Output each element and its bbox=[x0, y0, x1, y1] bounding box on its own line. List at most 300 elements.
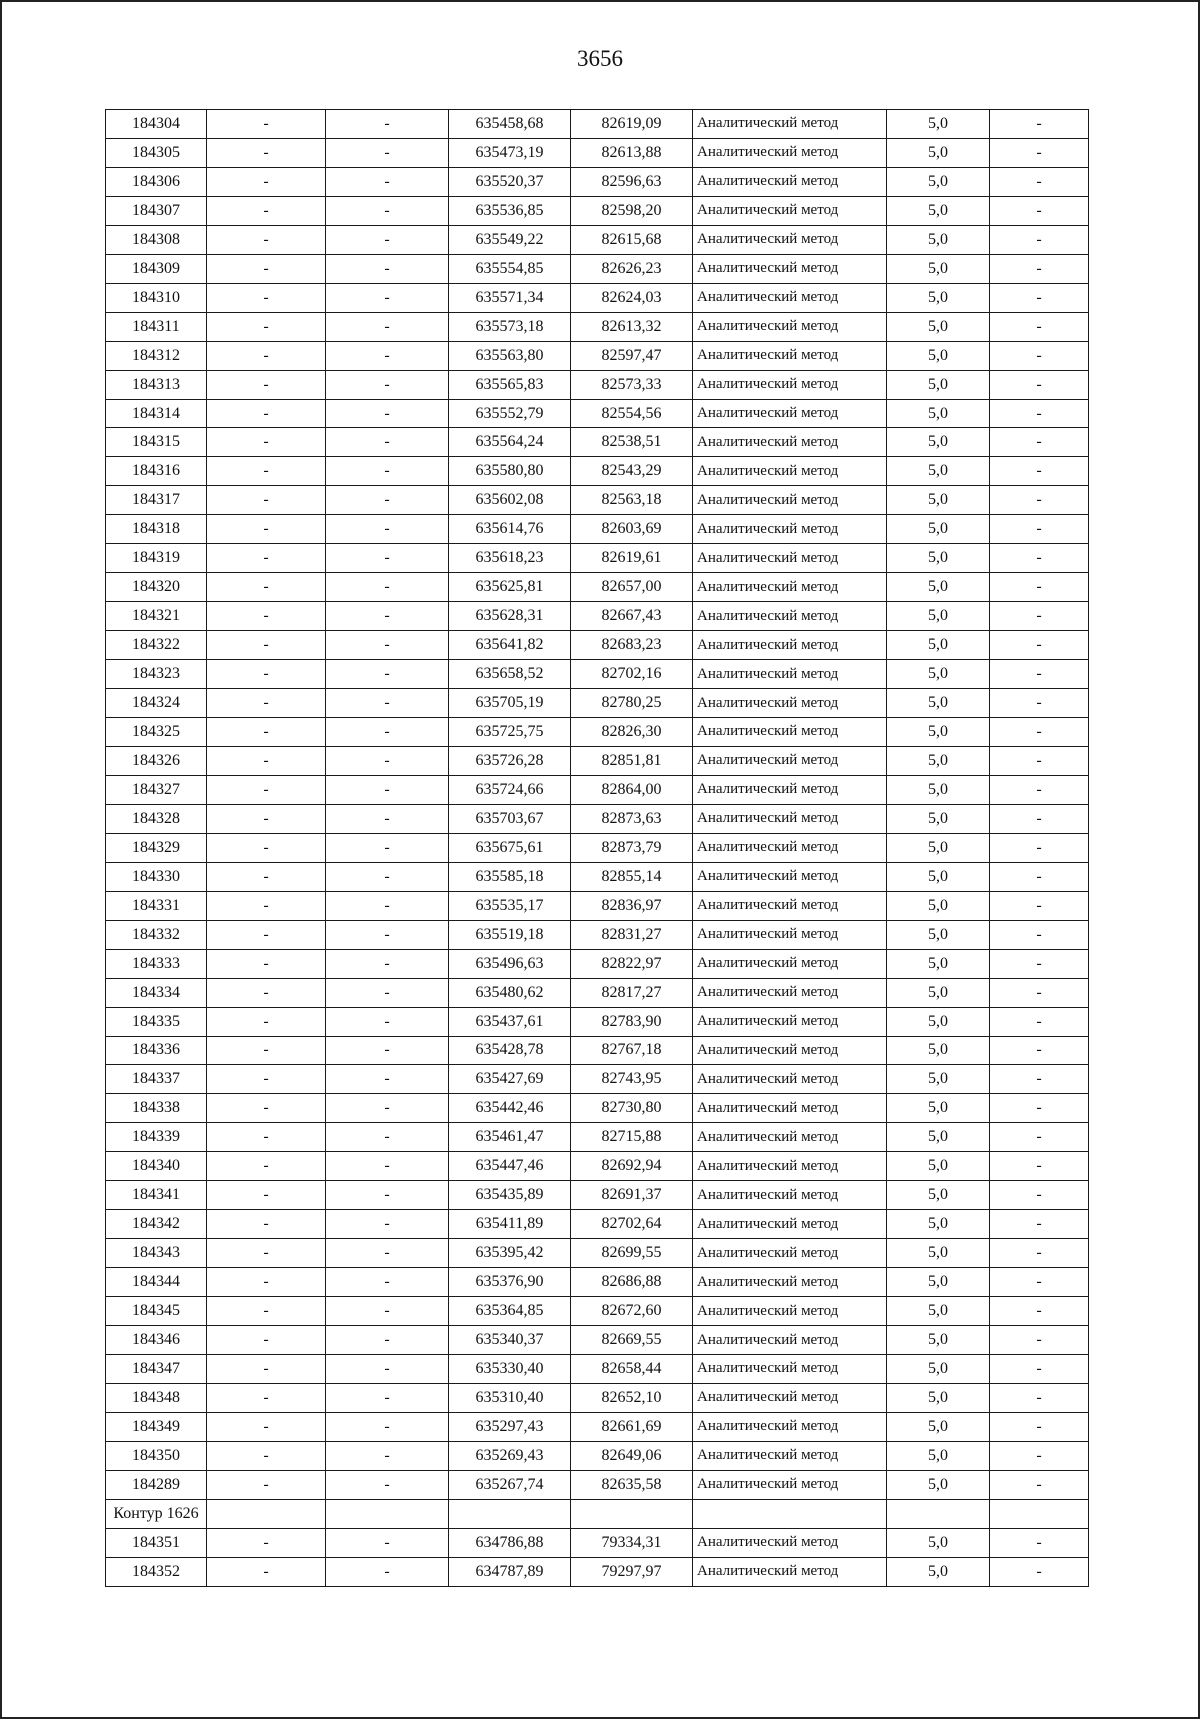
blank-cell-2: - bbox=[326, 660, 449, 689]
point-number-cell: 184309 bbox=[106, 254, 207, 283]
table-row bbox=[106, 1268, 1089, 1297]
y-coordinate-cell: 82554,56 bbox=[571, 399, 693, 428]
blank-cell-1: - bbox=[207, 718, 326, 747]
table-row bbox=[106, 225, 1089, 254]
method-cell: Аналитический метод bbox=[693, 399, 887, 428]
point-number-cell: 184313 bbox=[106, 370, 207, 399]
blank-cell-2: - bbox=[326, 1036, 449, 1065]
description-cell: - bbox=[990, 1557, 1089, 1586]
table-row bbox=[106, 1065, 1089, 1094]
blank-cell-2: - bbox=[326, 370, 449, 399]
y-coordinate-cell: 82836,97 bbox=[571, 891, 693, 920]
description-cell: - bbox=[990, 978, 1089, 1007]
blank-cell-2: - bbox=[326, 428, 449, 457]
point-number-cell: 184318 bbox=[106, 515, 207, 544]
point-number-cell: 184348 bbox=[106, 1383, 207, 1412]
table-row bbox=[106, 110, 1089, 139]
point-number-cell: 184350 bbox=[106, 1441, 207, 1470]
method-cell: Аналитический метод bbox=[693, 1268, 887, 1297]
accuracy-cell: 5,0 bbox=[887, 457, 990, 486]
blank-cell-1: - bbox=[207, 1412, 326, 1441]
method-cell: Аналитический метод bbox=[693, 631, 887, 660]
y-coordinate-cell: 82686,88 bbox=[571, 1268, 693, 1297]
blank-cell-1: - bbox=[207, 1210, 326, 1239]
blank-cell-2: - bbox=[326, 341, 449, 370]
point-number-cell: 184347 bbox=[106, 1354, 207, 1383]
y-coordinate-cell: 82715,88 bbox=[571, 1123, 693, 1152]
blank-cell-1: - bbox=[207, 283, 326, 312]
accuracy-cell: 5,0 bbox=[887, 949, 990, 978]
description-cell: - bbox=[990, 515, 1089, 544]
description-cell: - bbox=[990, 1412, 1089, 1441]
y-coordinate-cell: 82661,69 bbox=[571, 1412, 693, 1441]
accuracy-cell: 5,0 bbox=[887, 573, 990, 602]
y-coordinate-cell: 82658,44 bbox=[571, 1354, 693, 1383]
y-coordinate-cell: 82619,09 bbox=[571, 110, 693, 139]
blank-cell-2: - bbox=[326, 110, 449, 139]
x-coordinate-cell: 635428,78 bbox=[449, 1036, 571, 1065]
blank-cell-1: - bbox=[207, 920, 326, 949]
y-coordinate-cell: 82624,03 bbox=[571, 283, 693, 312]
x-coordinate-cell: 635705,19 bbox=[449, 689, 571, 718]
y-coordinate-cell: 82702,16 bbox=[571, 660, 693, 689]
point-number-cell: 184328 bbox=[106, 804, 207, 833]
method-cell: Аналитический метод bbox=[693, 428, 887, 457]
point-number-cell: 184331 bbox=[106, 891, 207, 920]
method-cell: Аналитический метод bbox=[693, 138, 887, 167]
y-coordinate-cell: 82613,32 bbox=[571, 312, 693, 341]
description-cell: - bbox=[990, 1528, 1089, 1557]
x-coordinate-cell: 635549,22 bbox=[449, 225, 571, 254]
y-coordinate-cell: 82596,63 bbox=[571, 167, 693, 196]
accuracy-cell: 5,0 bbox=[887, 660, 990, 689]
accuracy-cell: 5,0 bbox=[887, 515, 990, 544]
x-coordinate-cell: 635364,85 bbox=[449, 1297, 571, 1326]
description-cell: - bbox=[990, 862, 1089, 891]
point-number-cell: 184306 bbox=[106, 167, 207, 196]
blank-cell-1: - bbox=[207, 573, 326, 602]
point-number-cell: 184338 bbox=[106, 1094, 207, 1123]
blank-cell-2: - bbox=[326, 573, 449, 602]
point-number-cell: 184319 bbox=[106, 544, 207, 573]
y-coordinate-cell: 82683,23 bbox=[571, 631, 693, 660]
x-coordinate-cell: 635395,42 bbox=[449, 1239, 571, 1268]
x-coordinate-cell: 635520,37 bbox=[449, 167, 571, 196]
y-coordinate-cell: 82543,29 bbox=[571, 457, 693, 486]
blank-cell-2: - bbox=[326, 891, 449, 920]
x-coordinate-cell: 635297,43 bbox=[449, 1412, 571, 1441]
accuracy-cell: 5,0 bbox=[887, 110, 990, 139]
accuracy-cell: 5,0 bbox=[887, 196, 990, 225]
x-coordinate-cell: 635724,66 bbox=[449, 775, 571, 804]
blank-cell-1: - bbox=[207, 1326, 326, 1355]
blank-cell-1: - bbox=[207, 370, 326, 399]
blank-cell-2: - bbox=[326, 1383, 449, 1412]
table-row bbox=[106, 138, 1089, 167]
point-number-cell: 184352 bbox=[106, 1557, 207, 1586]
accuracy-cell: 5,0 bbox=[887, 1152, 990, 1181]
blank-cell-2: - bbox=[326, 833, 449, 862]
y-coordinate-cell: 82672,60 bbox=[571, 1297, 693, 1326]
x-coordinate-cell: 635618,23 bbox=[449, 544, 571, 573]
blank-cell-1: - bbox=[207, 1239, 326, 1268]
table-row bbox=[106, 1036, 1089, 1065]
description-cell: - bbox=[990, 225, 1089, 254]
x-coordinate-cell: 635580,80 bbox=[449, 457, 571, 486]
x-coordinate-cell: 635267,74 bbox=[449, 1470, 571, 1499]
x-coordinate-cell: 635536,85 bbox=[449, 196, 571, 225]
x-coordinate-cell: 635496,63 bbox=[449, 949, 571, 978]
accuracy-cell: 5,0 bbox=[887, 1557, 990, 1586]
blank-cell-2: - bbox=[326, 978, 449, 1007]
point-number-cell: 184325 bbox=[106, 718, 207, 747]
method-cell: Аналитический метод bbox=[693, 370, 887, 399]
point-number-cell: 184335 bbox=[106, 1007, 207, 1036]
method-cell: Аналитический метод bbox=[693, 718, 887, 747]
x-coordinate-cell: 635519,18 bbox=[449, 920, 571, 949]
accuracy-cell: 5,0 bbox=[887, 1123, 990, 1152]
description-cell: - bbox=[990, 428, 1089, 457]
table-row bbox=[106, 1181, 1089, 1210]
blank-cell-1: - bbox=[207, 515, 326, 544]
blank-cell-2: - bbox=[326, 254, 449, 283]
x-coordinate-cell: 635703,67 bbox=[449, 804, 571, 833]
table-row bbox=[106, 1210, 1089, 1239]
blank-cell-1: - bbox=[207, 746, 326, 775]
blank-cell-2: - bbox=[326, 1441, 449, 1470]
description-cell: - bbox=[990, 920, 1089, 949]
method-cell: Аналитический метод bbox=[693, 312, 887, 341]
accuracy-cell: 5,0 bbox=[887, 804, 990, 833]
description-cell: - bbox=[990, 486, 1089, 515]
blank-cell-1: - bbox=[207, 486, 326, 515]
accuracy-cell: 5,0 bbox=[887, 631, 990, 660]
description-cell: - bbox=[990, 1123, 1089, 1152]
blank-cell-1: - bbox=[207, 862, 326, 891]
point-number-cell: 184312 bbox=[106, 341, 207, 370]
description-cell: - bbox=[990, 660, 1089, 689]
table-row bbox=[106, 602, 1089, 631]
method-cell: Аналитический метод bbox=[693, 1152, 887, 1181]
description-cell: - bbox=[990, 631, 1089, 660]
accuracy-cell: 5,0 bbox=[887, 312, 990, 341]
x-coordinate-cell: 635725,75 bbox=[449, 718, 571, 747]
blank-cell-2: - bbox=[326, 602, 449, 631]
blank-cell-1: - bbox=[207, 341, 326, 370]
point-number-cell: 184330 bbox=[106, 862, 207, 891]
blank-cell-2: - bbox=[326, 1557, 449, 1586]
point-number-cell: 184315 bbox=[106, 428, 207, 457]
blank-cell-1: - bbox=[207, 138, 326, 167]
y-coordinate-cell: 82652,10 bbox=[571, 1383, 693, 1412]
blank-cell-2: - bbox=[326, 196, 449, 225]
y-coordinate-cell: 82767,18 bbox=[571, 1036, 693, 1065]
y-coordinate-cell: 82619,61 bbox=[571, 544, 693, 573]
y-coordinate-cell: 82626,23 bbox=[571, 254, 693, 283]
method-cell: Аналитический метод bbox=[693, 978, 887, 1007]
description-cell: - bbox=[990, 110, 1089, 139]
blank-cell-2: - bbox=[326, 949, 449, 978]
description-cell: - bbox=[990, 602, 1089, 631]
blank-cell-2: - bbox=[326, 225, 449, 254]
accuracy-cell: 5,0 bbox=[887, 1326, 990, 1355]
method-cell: Аналитический метод bbox=[693, 689, 887, 718]
method-cell: Аналитический метод bbox=[693, 486, 887, 515]
table-row bbox=[106, 1470, 1089, 1499]
accuracy-cell: 5,0 bbox=[887, 486, 990, 515]
point-number-cell: 184329 bbox=[106, 833, 207, 862]
blank-cell-1: - bbox=[207, 631, 326, 660]
table-row bbox=[106, 1326, 1089, 1355]
blank-cell-2: - bbox=[326, 167, 449, 196]
accuracy-cell: 5,0 bbox=[887, 1210, 990, 1239]
point-number-cell: 184343 bbox=[106, 1239, 207, 1268]
accuracy-cell: 5,0 bbox=[887, 891, 990, 920]
table-row bbox=[106, 312, 1089, 341]
blank-cell-1: - bbox=[207, 1528, 326, 1557]
x-coordinate-cell: 635411,89 bbox=[449, 1210, 571, 1239]
description-cell: - bbox=[990, 196, 1089, 225]
y-coordinate-cell: 82873,79 bbox=[571, 833, 693, 862]
blank-cell-2: - bbox=[326, 312, 449, 341]
point-number-cell: 184305 bbox=[106, 138, 207, 167]
point-number-cell: 184344 bbox=[106, 1268, 207, 1297]
blank-cell-1: - bbox=[207, 544, 326, 573]
accuracy-cell: 5,0 bbox=[887, 428, 990, 457]
point-number-cell: 184349 bbox=[106, 1412, 207, 1441]
point-number-cell: 184334 bbox=[106, 978, 207, 1007]
blank-cell-1: - bbox=[207, 833, 326, 862]
y-coordinate-cell: 82669,55 bbox=[571, 1326, 693, 1355]
accuracy-cell: 5,0 bbox=[887, 138, 990, 167]
point-number-cell: 184314 bbox=[106, 399, 207, 428]
description-cell: - bbox=[990, 775, 1089, 804]
blank-cell-1: - bbox=[207, 428, 326, 457]
y-coordinate-cell: 82864,00 bbox=[571, 775, 693, 804]
table-row bbox=[106, 1239, 1089, 1268]
method-cell: Аналитический метод bbox=[693, 167, 887, 196]
method-cell: Аналитический метод bbox=[693, 804, 887, 833]
accuracy-cell: 5,0 bbox=[887, 1412, 990, 1441]
blank-cell-1: - bbox=[207, 167, 326, 196]
method-cell: Аналитический метод bbox=[693, 1412, 887, 1441]
blank-cell-2: - bbox=[326, 1210, 449, 1239]
description-cell: - bbox=[990, 1239, 1089, 1268]
description-cell bbox=[990, 1499, 1089, 1528]
description-cell: - bbox=[990, 1383, 1089, 1412]
accuracy-cell: 5,0 bbox=[887, 602, 990, 631]
method-cell: Аналитический метод bbox=[693, 660, 887, 689]
table-row bbox=[106, 689, 1089, 718]
description-cell: - bbox=[990, 949, 1089, 978]
point-number-cell: 184322 bbox=[106, 631, 207, 660]
y-coordinate-cell: 82635,58 bbox=[571, 1470, 693, 1499]
y-coordinate-cell: 82730,80 bbox=[571, 1094, 693, 1123]
accuracy-cell: 5,0 bbox=[887, 1007, 990, 1036]
table-row bbox=[106, 1152, 1089, 1181]
point-number-cell: 184333 bbox=[106, 949, 207, 978]
table-row bbox=[106, 746, 1089, 775]
table-row bbox=[106, 862, 1089, 891]
point-number-cell: 184351 bbox=[106, 1528, 207, 1557]
method-cell: Аналитический метод bbox=[693, 196, 887, 225]
description-cell: - bbox=[990, 138, 1089, 167]
description-cell: - bbox=[990, 746, 1089, 775]
x-coordinate-cell: 635427,69 bbox=[449, 1065, 571, 1094]
x-coordinate-cell: 634786,88 bbox=[449, 1528, 571, 1557]
y-coordinate-cell: 82826,30 bbox=[571, 718, 693, 747]
description-cell: - bbox=[990, 254, 1089, 283]
blank-cell-1: - bbox=[207, 254, 326, 283]
table-row bbox=[106, 544, 1089, 573]
x-coordinate-cell: 635628,31 bbox=[449, 602, 571, 631]
method-cell bbox=[693, 1499, 887, 1528]
y-coordinate-cell: 82691,37 bbox=[571, 1181, 693, 1210]
blank-cell-2: - bbox=[326, 544, 449, 573]
blank-cell-1: - bbox=[207, 775, 326, 804]
table-row bbox=[106, 1441, 1089, 1470]
point-number-cell: 184345 bbox=[106, 1297, 207, 1326]
point-number-cell: 184336 bbox=[106, 1036, 207, 1065]
description-cell: - bbox=[990, 1268, 1089, 1297]
table-row bbox=[106, 515, 1089, 544]
blank-cell-1: - bbox=[207, 110, 326, 139]
table-row bbox=[106, 718, 1089, 747]
description-cell: - bbox=[990, 167, 1089, 196]
accuracy-cell: 5,0 bbox=[887, 746, 990, 775]
x-coordinate-cell: 635437,61 bbox=[449, 1007, 571, 1036]
accuracy-cell: 5,0 bbox=[887, 1528, 990, 1557]
table-row bbox=[106, 1354, 1089, 1383]
accuracy-cell: 5,0 bbox=[887, 862, 990, 891]
description-cell: - bbox=[990, 833, 1089, 862]
method-cell: Аналитический метод bbox=[693, 225, 887, 254]
description-cell: - bbox=[990, 1210, 1089, 1239]
page-number: 3656 bbox=[577, 46, 623, 71]
coordinates-table-body bbox=[106, 110, 1089, 1587]
x-coordinate-cell: 635658,52 bbox=[449, 660, 571, 689]
accuracy-cell: 5,0 bbox=[887, 399, 990, 428]
description-cell: - bbox=[990, 1094, 1089, 1123]
method-cell: Аналитический метод bbox=[693, 1036, 887, 1065]
blank-cell-1: - bbox=[207, 1123, 326, 1152]
blank-cell-1: - bbox=[207, 1441, 326, 1470]
table-row bbox=[106, 283, 1089, 312]
point-number-cell: 184339 bbox=[106, 1123, 207, 1152]
description-cell: - bbox=[990, 283, 1089, 312]
accuracy-cell: 5,0 bbox=[887, 1383, 990, 1412]
blank-cell-2: - bbox=[326, 746, 449, 775]
blank-cell-2: - bbox=[326, 1326, 449, 1355]
description-cell: - bbox=[990, 1152, 1089, 1181]
y-coordinate-cell: 82649,06 bbox=[571, 1441, 693, 1470]
table-row bbox=[106, 428, 1089, 457]
table-row bbox=[106, 341, 1089, 370]
table-row bbox=[106, 399, 1089, 428]
table-row bbox=[106, 978, 1089, 1007]
point-number-cell: 184320 bbox=[106, 573, 207, 602]
method-cell: Аналитический метод bbox=[693, 283, 887, 312]
blank-cell-1: - bbox=[207, 1354, 326, 1383]
method-cell: Аналитический метод bbox=[693, 1528, 887, 1557]
blank-cell-1: - bbox=[207, 1007, 326, 1036]
method-cell: Аналитический метод bbox=[693, 1441, 887, 1470]
accuracy-cell: 5,0 bbox=[887, 1441, 990, 1470]
method-cell: Аналитический метод bbox=[693, 1094, 887, 1123]
point-number-cell: 184311 bbox=[106, 312, 207, 341]
y-coordinate-cell: 82692,94 bbox=[571, 1152, 693, 1181]
description-cell: - bbox=[990, 1297, 1089, 1326]
y-coordinate-cell: 82613,88 bbox=[571, 138, 693, 167]
method-cell: Аналитический метод bbox=[693, 457, 887, 486]
blank-cell-2: - bbox=[326, 1065, 449, 1094]
description-cell: - bbox=[990, 1354, 1089, 1383]
description-cell: - bbox=[990, 399, 1089, 428]
method-cell: Аналитический метод bbox=[693, 1065, 887, 1094]
description-cell: - bbox=[990, 1065, 1089, 1094]
accuracy-cell: 5,0 bbox=[887, 225, 990, 254]
y-coordinate-cell: 82667,43 bbox=[571, 602, 693, 631]
point-number-cell: 184304 bbox=[106, 110, 207, 139]
x-coordinate-cell: 635552,79 bbox=[449, 399, 571, 428]
accuracy-cell: 5,0 bbox=[887, 775, 990, 804]
point-number-cell: 184326 bbox=[106, 746, 207, 775]
blank-cell-2: - bbox=[326, 718, 449, 747]
blank-cell-2: - bbox=[326, 689, 449, 718]
blank-cell-1: - bbox=[207, 1297, 326, 1326]
table-row bbox=[106, 1557, 1089, 1586]
x-coordinate-cell: 635602,08 bbox=[449, 486, 571, 515]
blank-cell-1: - bbox=[207, 1383, 326, 1412]
blank-cell-1: - bbox=[207, 1557, 326, 1586]
table-row bbox=[106, 1528, 1089, 1557]
method-cell: Аналитический метод bbox=[693, 544, 887, 573]
method-cell: Аналитический метод bbox=[693, 949, 887, 978]
x-coordinate-cell: 635563,80 bbox=[449, 341, 571, 370]
point-number-cell: 184341 bbox=[106, 1181, 207, 1210]
accuracy-cell: 5,0 bbox=[887, 978, 990, 1007]
description-cell: - bbox=[990, 1441, 1089, 1470]
blank-cell-2: - bbox=[326, 862, 449, 891]
x-coordinate-cell: 635535,17 bbox=[449, 891, 571, 920]
method-cell: Аналитический метод bbox=[693, 341, 887, 370]
description-cell: - bbox=[990, 544, 1089, 573]
point-number-cell: 184308 bbox=[106, 225, 207, 254]
blank-cell-1: - bbox=[207, 1036, 326, 1065]
table-row bbox=[106, 775, 1089, 804]
point-number-cell: 184346 bbox=[106, 1326, 207, 1355]
accuracy-cell: 5,0 bbox=[887, 254, 990, 283]
x-coordinate-cell: 635554,85 bbox=[449, 254, 571, 283]
description-cell: - bbox=[990, 573, 1089, 602]
method-cell: Аналитический метод bbox=[693, 254, 887, 283]
y-coordinate-cell: 82873,63 bbox=[571, 804, 693, 833]
blank-cell-2: - bbox=[326, 1354, 449, 1383]
accuracy-cell: 5,0 bbox=[887, 544, 990, 573]
y-coordinate-cell: 82615,68 bbox=[571, 225, 693, 254]
blank-cell-2: - bbox=[326, 1123, 449, 1152]
method-cell: Аналитический метод bbox=[693, 1239, 887, 1268]
method-cell: Аналитический метод bbox=[693, 1007, 887, 1036]
x-coordinate-cell: 635571,34 bbox=[449, 283, 571, 312]
table-row bbox=[106, 1094, 1089, 1123]
description-cell: - bbox=[990, 312, 1089, 341]
blank-cell-1: - bbox=[207, 1065, 326, 1094]
accuracy-cell: 5,0 bbox=[887, 1470, 990, 1499]
x-coordinate-cell: 635564,24 bbox=[449, 428, 571, 457]
table-row bbox=[106, 573, 1089, 602]
x-coordinate-cell: 635269,43 bbox=[449, 1441, 571, 1470]
